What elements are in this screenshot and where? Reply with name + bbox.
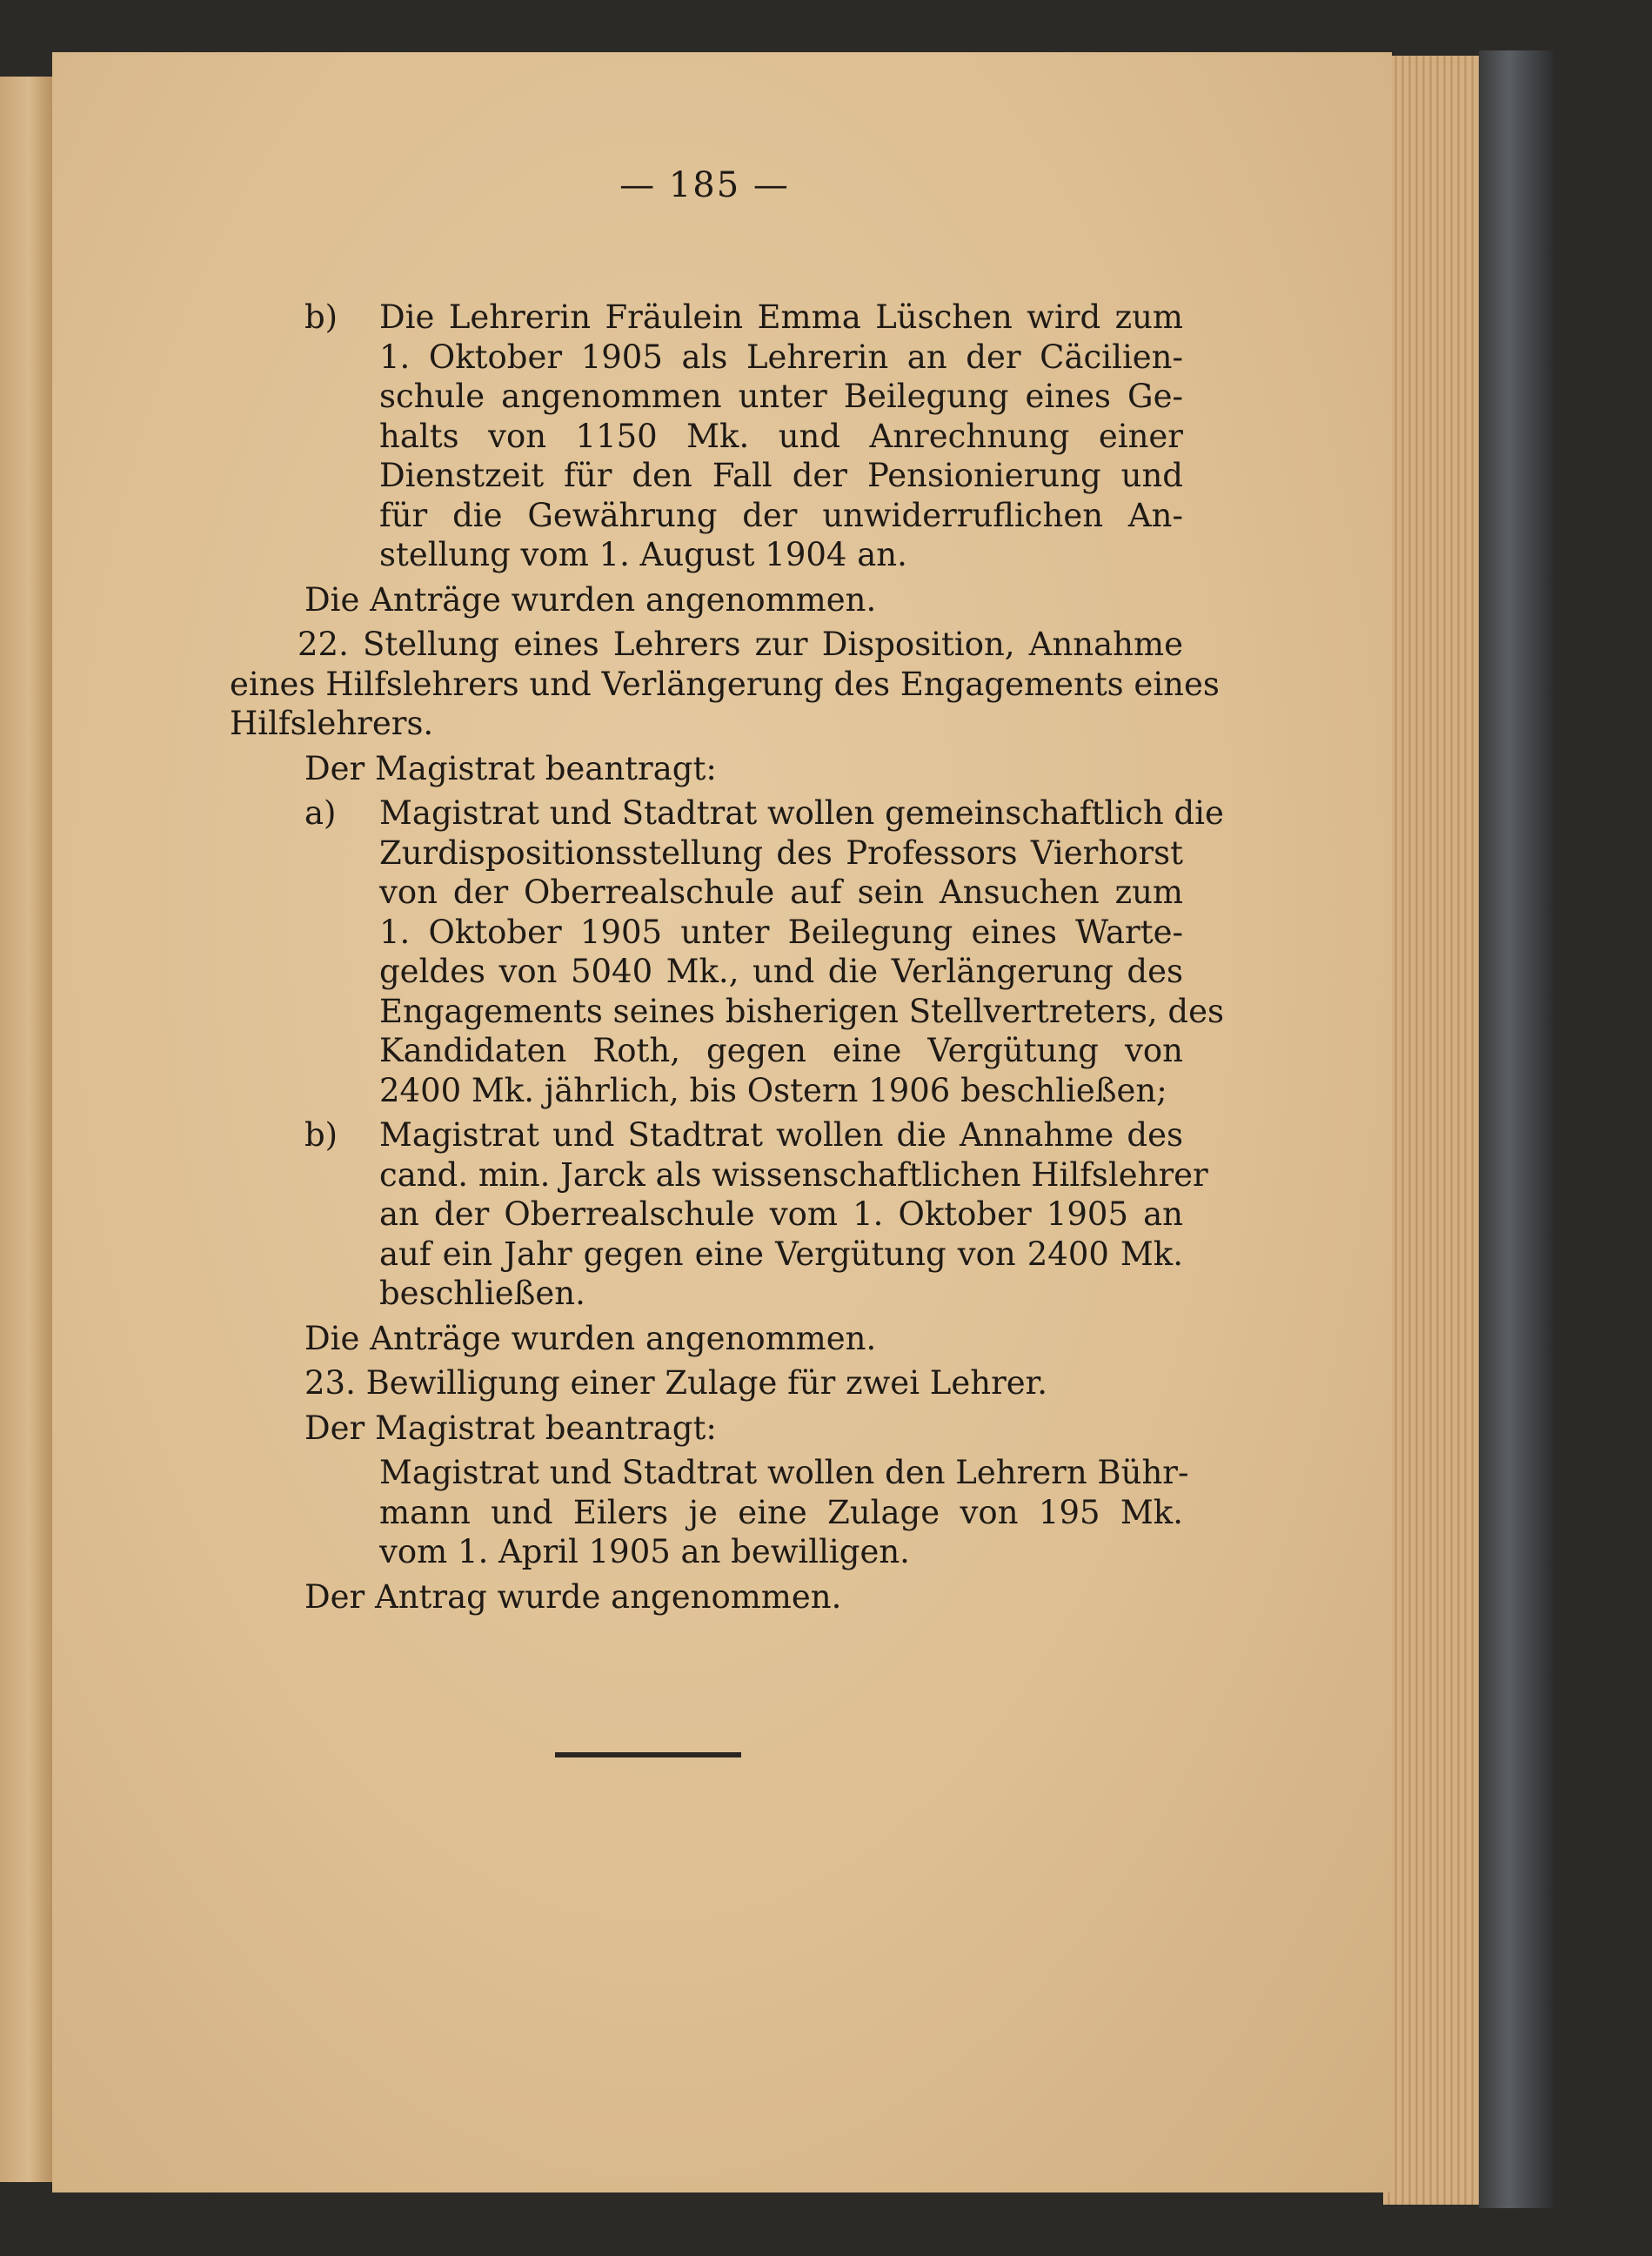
sub-item-a-marker: a) bbox=[304, 794, 337, 832]
text-line: Kandidaten Roth, gegen eine Vergütung von bbox=[379, 1032, 1183, 1069]
text-line: schule angenommen unter Beilegung eines Ge- bbox=[379, 378, 1183, 415]
page-number: — 185 — bbox=[619, 165, 790, 205]
text-line: mann und Eilers je eine Zulage von 195 Mk. bbox=[379, 1493, 1183, 1531]
book-cover-edge bbox=[1479, 50, 1553, 2208]
left-page-edge bbox=[0, 77, 52, 2182]
text-line: beschließen. bbox=[379, 1275, 585, 1312]
text-line: Zurdispositionsstellung des Professors Vierhorst bbox=[379, 833, 1183, 872]
text-line: auf ein Jahr gegen eine Vergütung von 2400 Mk. bbox=[379, 1235, 1183, 1273]
text-line: Der Magistrat beantragt: bbox=[304, 749, 717, 787]
text-line: Magistrat und Stadtrat wollen den Lehrern Bühr- bbox=[379, 1454, 1189, 1491]
motion-23 bbox=[304, 1453, 1189, 1572]
magistrat-request bbox=[304, 749, 1183, 789]
text-line: Hilfslehrers. bbox=[230, 705, 434, 742]
page-body bbox=[230, 298, 1224, 1622]
text-line: Der Magistrat beantragt: bbox=[304, 1409, 717, 1447]
text-line: für die Gewährung der unwiderruflichen An- bbox=[379, 496, 1183, 534]
item-22 bbox=[230, 625, 1220, 744]
section-divider bbox=[555, 1752, 741, 1757]
text-line: Die Lehrerin Fräulein Emma Lüschen wird zum bbox=[379, 298, 1183, 336]
item-b-marker: b) bbox=[304, 298, 338, 336]
text-line: 23. Bewilligung einer Zulage für zwei Lehrer. bbox=[304, 1364, 1048, 1402]
item-b bbox=[304, 298, 1183, 575]
sub-item-b bbox=[304, 1115, 1208, 1314]
text-line: 1. Oktober 1905 als Lehrerin an der Cäcilien- bbox=[379, 338, 1183, 376]
text-line: Magistrat und Stadtrat wollen gemeinschaftlich die bbox=[379, 794, 1224, 832]
result-line bbox=[304, 580, 1183, 620]
text-line: Engagements seines bisherigen Stellvertreters, des bbox=[379, 992, 1224, 1030]
text-line: Magistrat und Stadtrat wollen die Annahme des bbox=[379, 1116, 1183, 1154]
text-line: geldes von 5040 Mk., und die Verlängerung des bbox=[379, 953, 1183, 990]
sub-item-a bbox=[304, 793, 1224, 1110]
text-line: Der Antrag wurde angenommen. bbox=[304, 1577, 842, 1616]
result-line bbox=[304, 1319, 1183, 1359]
text-line: halts von 1150 Mk. und Anrechnung einer bbox=[379, 417, 1183, 455]
text-line: an der Oberrealschule vom 1. Oktober 1905 an bbox=[379, 1195, 1183, 1233]
magistrat-request bbox=[304, 1409, 1183, 1449]
text-line: Dienstzeit für den Fall der Pensionierung und bbox=[379, 457, 1183, 494]
text-line: Die Anträge wurden angenommen. bbox=[304, 580, 877, 619]
item-23 bbox=[304, 1363, 1183, 1403]
page-stack-edge bbox=[1383, 56, 1481, 2205]
text-line: 1. Oktober 1905 unter Beilegung eines Warte- bbox=[379, 913, 1183, 951]
text-line: cand. min. Jarck als wissenschaftlichen Hilfslehrer bbox=[379, 1155, 1208, 1194]
sub-item-b-marker: b) bbox=[304, 1116, 338, 1154]
text-line: stellung vom 1. August 1904 an. bbox=[379, 536, 907, 573]
text-line: vom 1. April 1905 an bewilligen. bbox=[379, 1533, 910, 1570]
text-line: 2400 Mk. jährlich, bis Ostern 1906 beschließen; bbox=[379, 1071, 1167, 1109]
result-line bbox=[304, 1577, 1183, 1617]
text-line: eines Hilfslehrers und Verlängerung des Engagements eines bbox=[230, 665, 1220, 703]
text-line: 22. Stellung eines Lehrers zur Disposition, Annahme bbox=[298, 626, 1183, 663]
book-page bbox=[52, 52, 1392, 2192]
text-line: Die Anträge wurden angenommen. bbox=[304, 1319, 877, 1357]
text-line: von der Oberrealschule auf sein Ansuchen zum bbox=[379, 874, 1183, 911]
